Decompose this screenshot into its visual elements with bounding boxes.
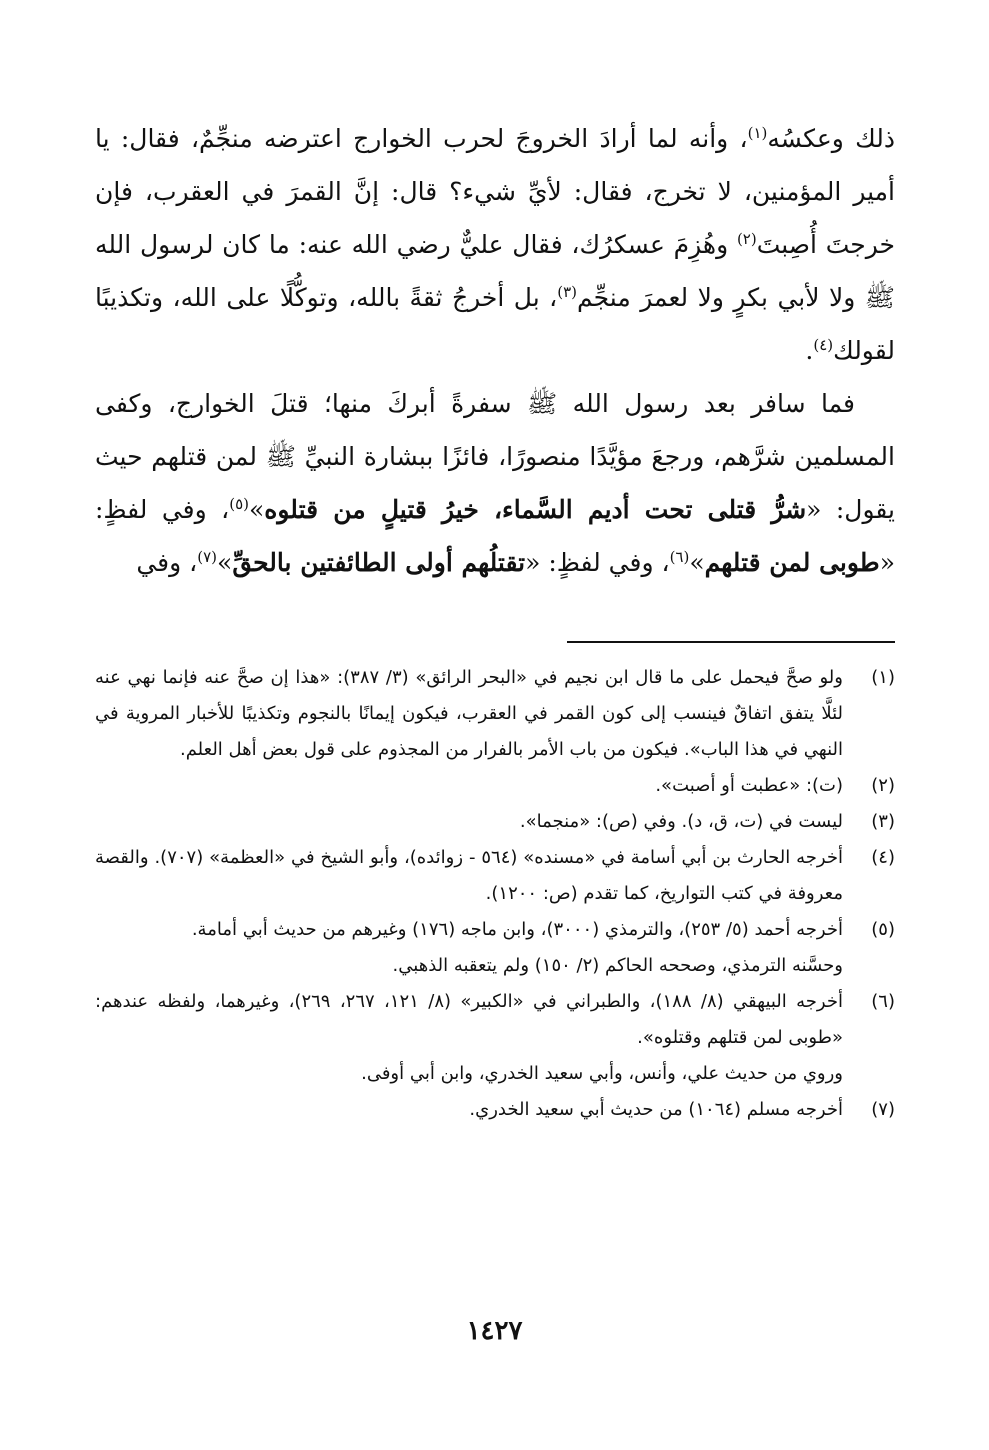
hadith-quote-1: شرُّ قتلى تحت أديم السَّماء، خيرُ قتيلٍ من قتلوه [264, 495, 807, 524]
footnote-body [95, 804, 843, 840]
text-run: فما سافر بعد رسول الله ﷺ سفرةً أبركَ منها؛ قتلَ الخوارج، وكفى المسلمين شرَّهم، ورجعَ مؤيَّدًا منصورًا، فائزًا ببشارة النبيِّ ﷺ لمن قتلهم حيث يقول: « [95, 389, 895, 524]
footnote-number: (٢) [871, 775, 895, 796]
footnote-number: (٦) [871, 991, 895, 1012]
footnote-6-continuation: وروي من حديث علي، وأنس، وأبي سعيد الخدري، وابن أبي أوفى. [361, 1063, 843, 1084]
footnote-text: ولو صحَّ فيحمل على ما قال ابن نجيم في «البحر الرائق» (٣/ ٣٨٧): «هذا إن صحَّ عنه فإنما نهي عنه لئلَّا يتفق اتفاقٌ فينسب إلى كون القمر في العقرب، فيكون إيمانًا بالنجوم وتكذيبًا للأخبار المروية في النهي في هذا الباب». فيكون من باب الأمر بالفرار من المجذوم على قول بعض أهل العلم. [95, 667, 843, 760]
footnote-number: (٧) [871, 1099, 895, 1120]
footnote-number: (٥) [871, 919, 895, 940]
footnote-divider [567, 641, 895, 643]
footnote-number: (٣) [871, 811, 895, 832]
footnote-ref-1[interactable]: (١) [747, 124, 768, 142]
footnote-text: (ت): «عطبت أو أصبت». [655, 775, 843, 796]
main-text [95, 112, 895, 589]
hadith-quote-3: تقتلُهم أولى الطائفتين بالحقِّ [232, 548, 526, 577]
footnote-ref-5[interactable]: (٥) [229, 495, 249, 513]
footnote-text: أخرجه البيهقي (٨/ ١٨٨)، والطبراني في «الكبير» (٨/ ١٢١، ٢٦٧، ٢٦٩)، وغيرهما، ولفظه عندهم: «طوبى لمن قتلهم وقتلوه». [95, 991, 843, 1048]
footnote-ref-3[interactable]: (٣) [557, 283, 578, 301]
text-run: ، وأنه لما أرادَ الخروجَ لحرب الخوارج اعترضه منجِّمٌ، فقال: يا أمير المؤمنين، لا تخرج، فقال: لأيِّ شيء؟ قال: إنَّ القمرَ في العقرب، فإن خرجتَ أُصِبتَ [95, 124, 895, 259]
footnote-ref-4[interactable]: (٤) [813, 336, 834, 354]
text-run: ، وفي لفظٍ: « [525, 548, 670, 577]
footnote-text: أخرجه الحارث بن أبي أسامة في «مسنده» (٥٦٤ - زوائده)، وأبو الشيخ في «العظمة» (٧٠٧). والقصة معروفة في كتب التواريخ، كما تقدم (ص: ١٢٠٠). [95, 847, 843, 904]
footnote-ref-6[interactable]: (٦) [669, 548, 690, 566]
text-run: ذلك وعكسُه [767, 124, 895, 153]
footnote-6 [95, 984, 895, 1056]
footnote-3 [95, 804, 895, 840]
text-run: وهُزِمَ عسكرُك، فقال عليٌّ رضي الله عنه: ما كان لرسول الله ﷺ ولا لأبي بكرٍ ولا لعمرَ منجِّم [95, 230, 896, 312]
footnote-5-continuation: وحسَّنه الترمذي، وصححه الحاكم (٢/ ١٥٠) ولم يتعقبه الذهبي. [392, 955, 843, 976]
footnote-body [95, 660, 843, 768]
text-run: ، وفي [136, 548, 198, 577]
text-run: » [248, 495, 265, 524]
footnote-text: أخرجه أحمد (٥/ ٢٥٣)، والترمذي (٣٠٠٠)، وابن ماجه (١٧٦) وغيرهم من حديث أبي أمامة. [191, 919, 843, 940]
footnote-1 [95, 660, 895, 768]
footnote-4 [95, 840, 895, 912]
footnote-2 [95, 768, 895, 804]
footnote-body [95, 984, 843, 1056]
footnote-ref-2[interactable]: (٢) [736, 230, 757, 248]
footnote-text: ليست في (ت، ق، د). وفي (ص): «منجما». [519, 811, 843, 832]
footnote-body [95, 768, 843, 804]
text-run: ، بل أخرجُ ثقةً بالله، وتوكُّلًا على الله، وتكذيبًا لقولك [95, 283, 895, 365]
hadith-quote-2: طوبى لمن قتلهم [704, 548, 880, 577]
footnote-ref-7[interactable]: (٧) [197, 548, 218, 566]
text-run: » [217, 548, 233, 577]
footnote-number: (٤) [871, 847, 895, 868]
text-run: » [689, 548, 705, 577]
paragraph-1 [95, 112, 895, 377]
footnote-5 [95, 912, 895, 948]
footnotes [95, 660, 895, 1128]
footnote-body [95, 1092, 843, 1128]
text-run: . [805, 336, 814, 365]
page-number: ١٤٢٧ [466, 1316, 523, 1346]
footnote-7 [95, 1092, 895, 1128]
paragraph-2 [95, 377, 895, 589]
footnote-text: أخرجه مسلم (١٠٦٤) من حديث أبي سعيد الخدري. [469, 1099, 843, 1120]
footnote-body [95, 840, 843, 912]
text-run: ، وفي لفظٍ: « [95, 495, 895, 577]
footnote-body [95, 912, 843, 948]
footnote-number: (١) [871, 667, 895, 688]
